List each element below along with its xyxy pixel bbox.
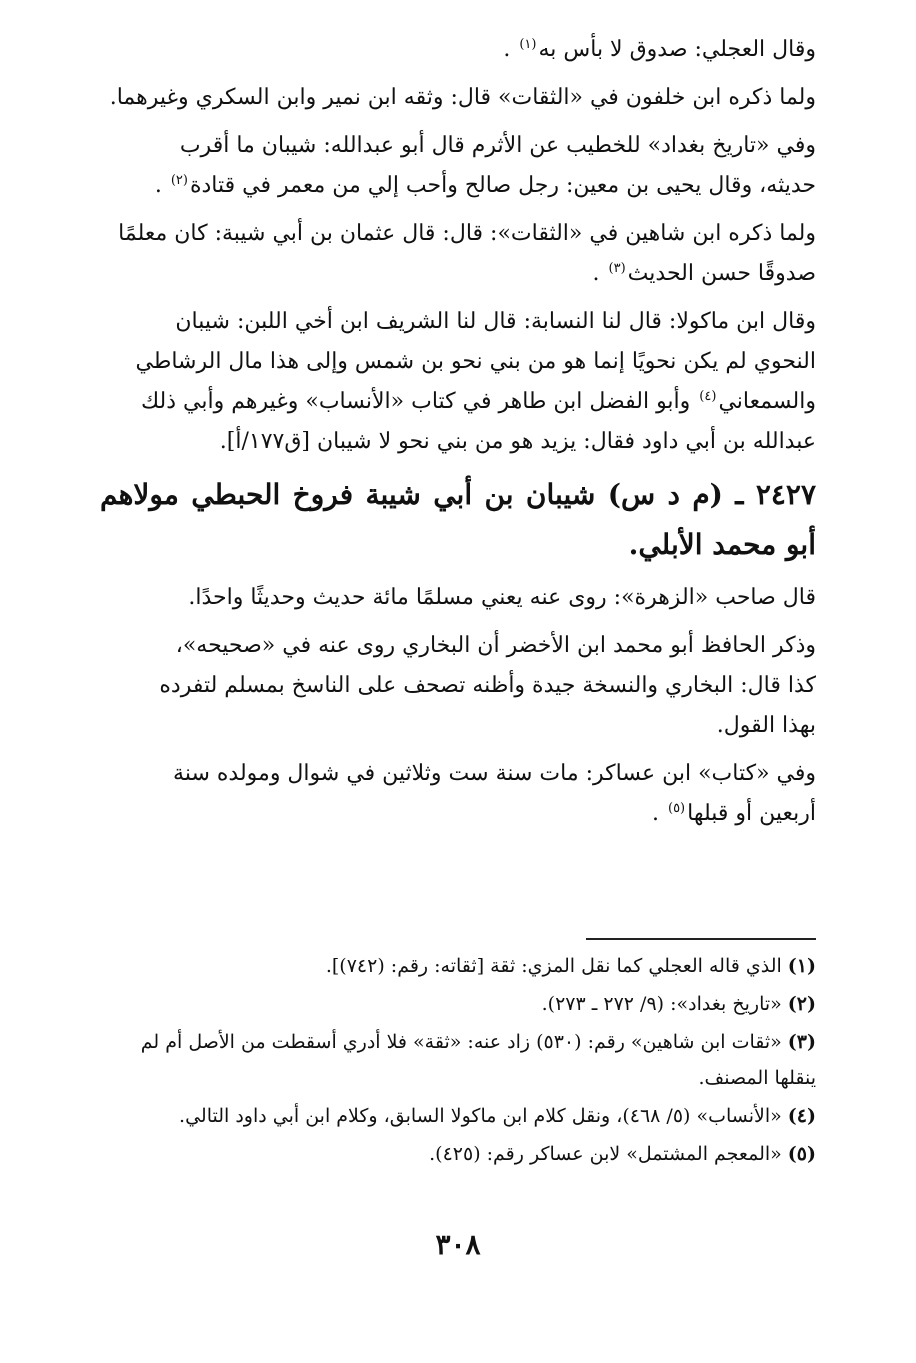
paragraph-line: وفي «كتاب» ابن عساكر: مات سنة ست وثلاثين في شوال ومولده سنة [173,761,816,786]
footnote-text: «المعجم المشتمل» لابن عساكر رقم: (٤٢٥). [429,1143,782,1165]
footnote-number: (٣) [787,1031,816,1053]
paragraph-8 [100,754,816,834]
paragraph-2 [100,78,816,118]
paragraph-line: أربعين أو قبلها [687,801,816,826]
paragraph-4 [100,214,816,294]
footnote-ref[interactable]: (١) [519,36,537,52]
footnote-ref[interactable]: (٢) [170,172,188,188]
paragraph-line: صدوقًا حسن الحديث [627,261,816,286]
footnote-ref[interactable]: (٣) [608,260,626,276]
paragraph-line: حديثه، وقال يحيى بن معين: رجل صالح وأحب إلي من معمر في قتادة [189,173,816,198]
paragraph-text: ولما ذكره ابن خلفون في «الثقات» قال: وثقه ابن نمير وابن السكري وغيرهما. [109,85,816,110]
paragraph-text: وقال العجلي: صدوق لا بأس به [538,37,816,62]
footnote-5 [100,1136,816,1172]
page-number: ٣٠٨ [435,1228,481,1261]
entry-heading-line: ٢٤٢٧ ـ (م د س) شيبان بن أبي شيبة فروخ الحبطي مولاهم أبو محمد [100,478,816,561]
footnote-number: (٢) [787,993,816,1015]
footnote-2 [100,986,816,1022]
paragraph-7 [100,626,816,746]
paragraph-line: وذكر الحافظ أبو محمد ابن الأخضر أن البخاري روى عنه في «صحيحه»، [175,633,816,658]
paragraph-line: كذا قال: البخاري والنسخة جيدة وأظنه تصحف على الناسخ بمسلم لتفرده [159,673,816,698]
entry-heading [100,470,816,570]
paragraph-text: قال صاحب «الزهرة»: روى عنه يعني مسلمًا مائة حديث وحديثًا واحدًا. [188,585,816,610]
footnote-ref[interactable]: (٤) [699,388,717,404]
paragraph-line: والسمعاني [718,389,816,414]
footnote-separator [586,938,816,940]
paragraph-line: النحوي لم يكن نحويًا إنما هو من بني نحو بن شمس وإلى هذا مال الرشاطي [135,349,816,374]
footnote-1 [100,948,816,984]
footnote-text: «تاريخ بغداد»: (٩/ ٢٧٢ ـ ٢٧٣). [541,993,782,1015]
footnote-text: «الأنساب» (٥/ ٤٦٨)، ونقل كلام ابن ماكولا السابق، وكلام ابن أبي داود التالي. [179,1105,782,1127]
paragraph-line: وفي «تاريخ بغداد» للخطيب عن الأثرم قال أبو عبدالله: شيبان ما أقرب [179,133,816,158]
paragraph-5 [100,302,816,462]
footnote-number: (٤) [787,1105,816,1127]
paragraph-line: وقال ابن ماكولا: قال لنا النسابة: قال لنا الشريف ابن أخي اللبن: شيبان [175,309,816,334]
footnote-3 [100,1024,816,1096]
footnote-number: (٥) [787,1143,816,1165]
paragraph-tail: . [592,261,607,286]
footnotes [100,948,816,1174]
paragraph-tail: . [651,801,666,826]
paragraph-3 [100,126,816,206]
footnote-text: «ثقات ابن شاهين» رقم: (٥٣٠) زاد عنه: «ثقة» فلا أدري أسقطت من الأصل أم لم ينقلها المصنف. [140,1031,816,1089]
main-text [100,30,816,842]
footnote-ref[interactable]: (٥) [667,800,686,816]
paragraph-6 [100,578,816,618]
entry-heading-line: الأبلي. [628,528,703,561]
paragraph-1 [100,30,816,70]
footnote-text: الذي قاله العجلي كما نقل المزي: ثقة [ثقاته: رقم: (٧٤٢)]. [325,955,782,977]
paragraph-line: ولما ذكره ابن شاهين في «الثقات»: قال: قال عثمان بن أبي شيبة: كان معلمًا [118,221,816,246]
paragraph-tail: . [503,37,518,62]
paragraph-line: وأبو الفضل ابن طاهر في كتاب «الأنساب» وغيرهم وأبي ذلك [141,389,698,414]
paragraph-tail: . [154,173,169,198]
paragraph-line: عبدالله بن أبي داود فقال: يزيد هو من بني نحو لا شيبان [ق١٧٧/أ]. [219,429,816,454]
paragraph-line: بهذا القول. [716,713,816,738]
footnote-number: (١) [787,955,816,977]
footnote-4 [100,1098,816,1134]
